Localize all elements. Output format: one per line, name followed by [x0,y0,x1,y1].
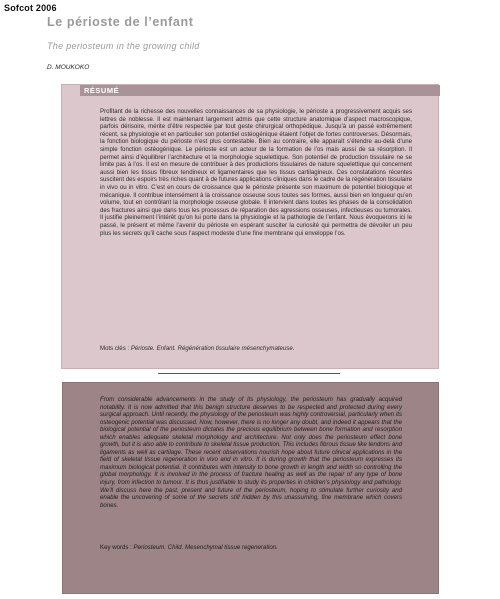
resume-text: Profitant de la richesse des nouvelles connaissances de sa physiologie, le périoste a progressivement acquis ses lettres de noblesse. Il est maintenant largement admis que cette structure anatomique d’aspect macroscopique, parfois dérisoire, mérite d’être respectée par tout geste chirurgical orthopédique. Jusqu’à un passé extrêmement récent, sa physiologie et en particulier son potentiel ostéogénique étaient l’objet de fortes controverses. Désormais, la fonction biologique du périoste n’est plus contestable. Bien au contraire, elle apparaît s’étendre au-delà d’une simple fonction ostéogénique. Le périoste est un acteur de la formation de l’os mais aussi de sa résorption. Il permet ainsi d’équilibrer l’architecture et la morphologie squelettique. Son potentiel de production tissulaire ne se limite pas à l’os. Il est en mesure de contribuer à des productions tissulaires de nature squelettique qui concernent aussi bien les tissus fibreux tendineux et ligamentaires que les tissus cartilagineux. Ces constatations récentes suscitent des espoirs très riches quant à de futures applications cliniques dans le cadre de la régénération tissulaire in vivo ou in vitro. C’est en cours de croissance que le périoste présente son maximum de potentiel biologique et mécanique. Il contribue intensément à la croissance osseuse sous toutes ses formes, aussi bien en longueur qu’en volume, tout en contrôlant la morphologie osseuse globale. Il intervient dans toutes les phases de la consolidation des fractures ainsi que dans tous les processus de réparation des agressions osseuses, infectieuses ou tumorales. Il justifie pleinement l’intérêt qu’on lui porte dans la physiologie et la pathologie de l’enfant. Nous évoquerons ici le passé, le présent et même l’avenir du périoste en espérant susciter la curiosité qui permettra de dévoiler un peu plus les secrets qu’il cache sous l’aspect modeste d’une fine membrane qui enveloppe l’os. [100,108,412,237]
section-divider [158,373,340,374]
article-author: D. MOUKOKO [47,64,90,71]
resume-heading: RÉSUMÉ [84,86,120,95]
journal-name: Sofcot 2006 [4,3,57,13]
resume-box [61,84,439,369]
abstract-text: From considerable advancements in the study of its physiology, the periosteum has gradually acquired notability. It is now admitted that this benign structure deserves to be respected and protected during every surgical approach. Until recently, the physiology of the periosteum was highly controversial, particularly when its osteogenic potential was discussed. Now, however, there is no longer any doubt, and indeed it appears that the biological potential of the periosteum dictates the precious equilibrium between bone formation and resorption which enables adequate skeletal morphology and architecture. Not only does the periosteum effect bone growth, but it is also able to contribute to skeletal tissue production. This includes fibrous tissue like tendons and ligaments as well as cartilage. These recent observations nourish hope about future clinical applications in the field of skeletal tissue regeneration in vivo and in vitro. It is during growth that the periosteum expresses its maximum biological potential. It contributes with intensity to bone growth in length and width so controlling the global morphology. It is involved in the process of fracture healing as well as the repair of any type of bone injury, from infection to tumour. It is thus justifiable to study its properties in children’s physiology and pathology. We’ll discuss here the past, present and future of the periosteum, hoping to stimulate further curiosity and enable the uncovering of some of the secrets still hidden by this unassuming, fine membrane which covers bones. [100,396,402,509]
resume-keywords [100,345,412,353]
abstract-keywords-label: Key words : [100,544,132,551]
resume-keywords-values: Périoste. Enfant. Régénération tissulaire mésenchymateuse. [130,345,295,352]
abstract-keywords-values: Periosteum. Child. Mesenchymal tissue regeneration. [133,544,278,551]
article-title: Le périoste de l’enfant [47,15,194,29]
abstract-box [62,382,439,594]
resume-keywords-label: Mots clés : [100,345,130,352]
abstract-keywords [100,544,402,552]
article-subtitle: The periosteum in the growing child [47,41,200,51]
resume-heading-bar [80,85,440,96]
